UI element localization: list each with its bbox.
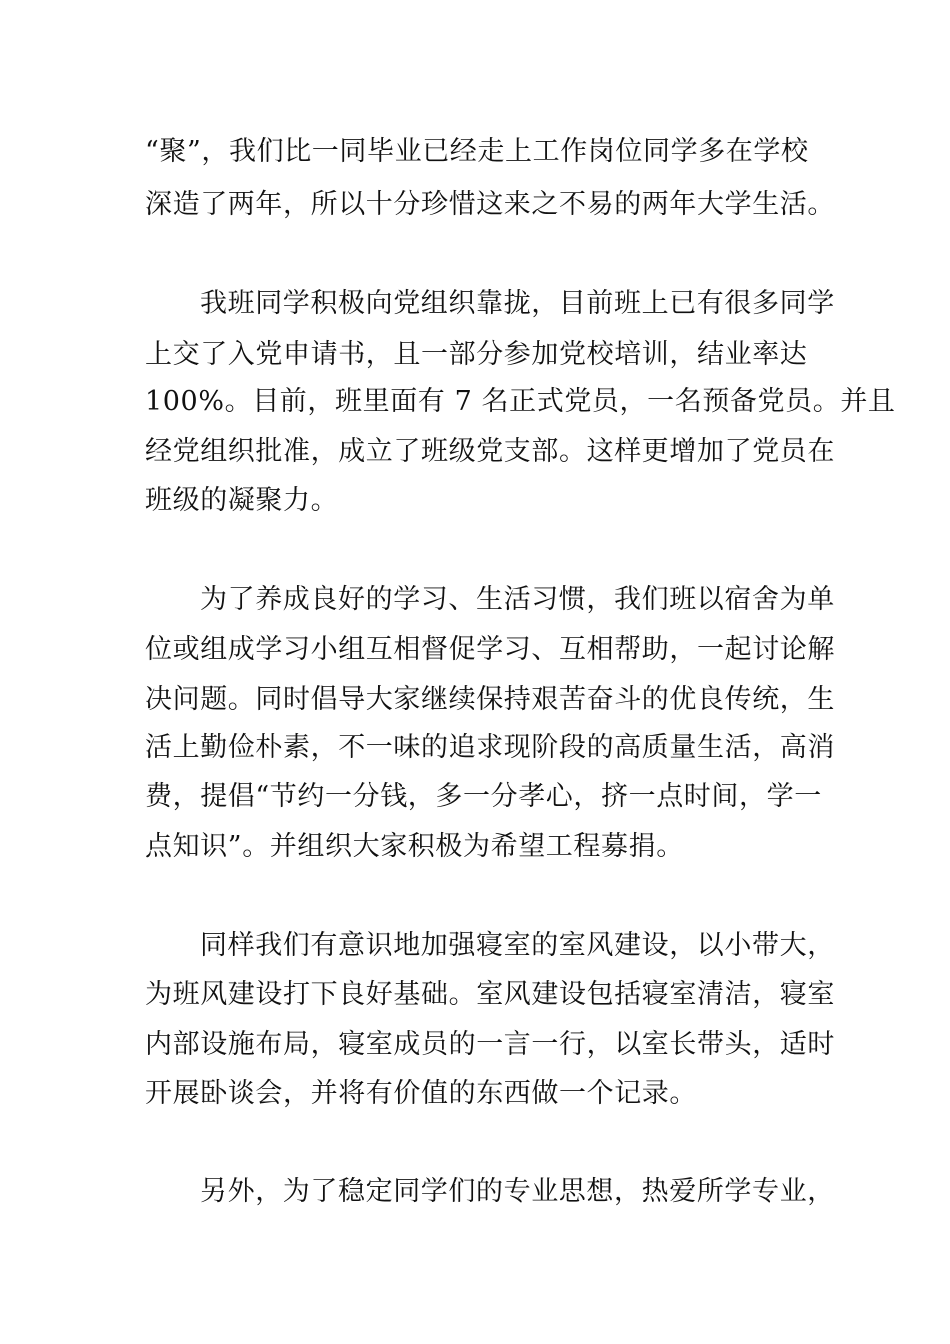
paragraph-2-line-2: 上交了入党申请书，且一部分参加党校培训，结业率达 [145, 339, 808, 370]
paragraph-4-line-1: 同样我们有意识地加强寝室的室风建设，以小带大， [200, 930, 835, 961]
paragraph-1-line-2: 深造了两年，所以十分珍惜这来之不易的两年大学生活。 [145, 189, 835, 220]
paragraph-3-line-1: 为了养成良好的学习、生活习惯，我们班以宿舍为单 [200, 584, 835, 615]
paragraph-3-line-3: 决问题。同时倡导大家继续保持艰苦奋斗的优良传统，生 [145, 684, 835, 715]
paragraph-4-line-4: 开展卧谈会，并将有价值的东西做一个记录。 [145, 1078, 697, 1109]
paragraph-5-line-1: 另外，为了稳定同学们的专业思想，热爱所学专业， [200, 1176, 835, 1207]
paragraph-2-line-4: 经党组织批准，成立了班级党支部。这样更增加了党员在 [145, 436, 835, 467]
paragraph-1-line-1: “聚”，我们比一同毕业已经走上工作岗位同学多在学校 [145, 136, 809, 167]
paragraph-4-line-2: 为班风建设打下良好基础。室风建设包括寝室清洁，寝室 [145, 979, 835, 1010]
paragraph-4-line-3: 内部设施布局，寝室成员的一言一行，以室长带头，适时 [145, 1029, 835, 1060]
paragraph-3-line-6: 点知识”。并组织大家积极为希望工程募捐。 [145, 831, 684, 862]
paragraph-3-line-4: 活上勤俭朴素，不一味的追求现阶段的高质量生活，高消 [145, 732, 835, 763]
paragraph-2-line-3: 100%。目前，班里面有 7 名正式党员，一名预备党员。并且 [145, 386, 896, 417]
paragraph-2-line-5: 班级的凝聚力。 [145, 485, 339, 516]
paragraph-3-line-5: 费，提倡“节约一分钱，多一分孝心，挤一点时间，学一 [145, 781, 822, 812]
paragraph-2-line-1: 我班同学积极向党组织靠拢，目前班上已有很多同学 [200, 288, 835, 319]
paragraph-3-line-2: 位或组成学习小组互相督促学习、互相帮助，一起讨论解 [145, 634, 835, 665]
